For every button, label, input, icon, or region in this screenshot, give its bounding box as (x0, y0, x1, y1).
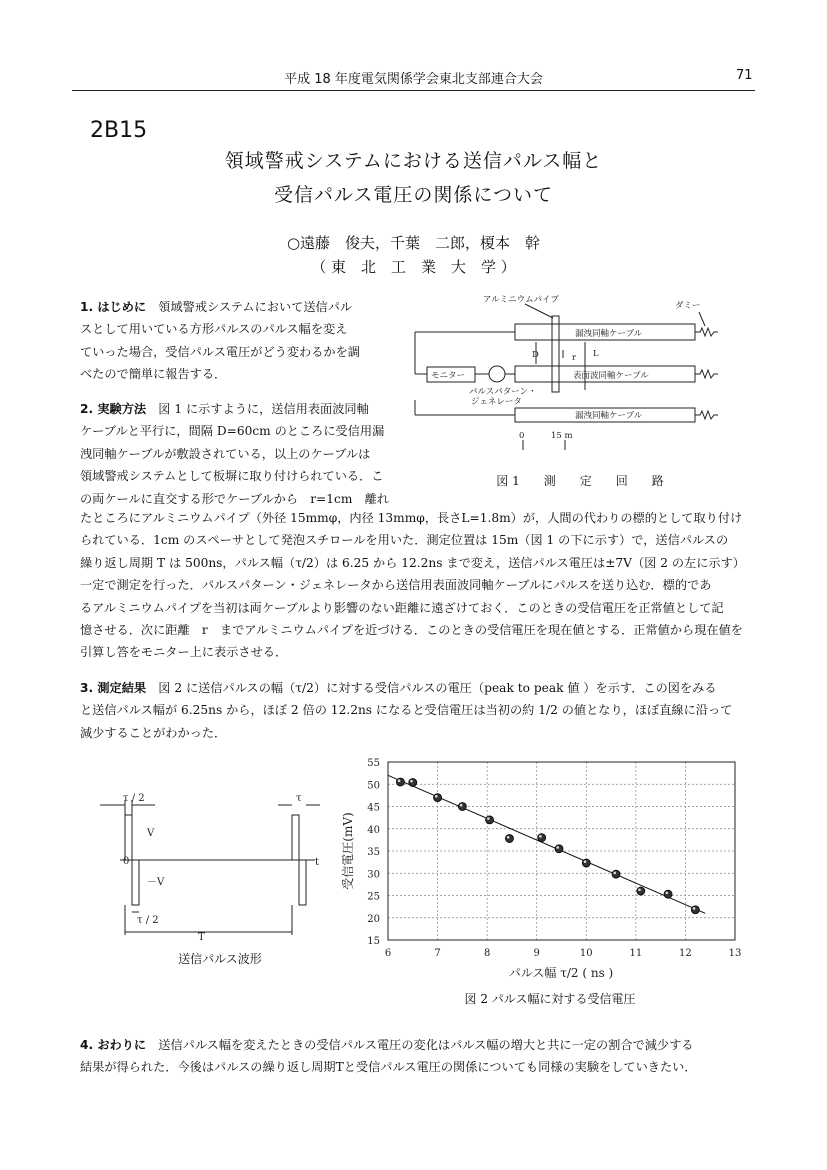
paper-code: 2B15 (90, 118, 148, 143)
text-line: られている．1cm のスペーサとして発泡スチロールを用いた．測定位置は 15m（図 1 の下に示す）で，送信パルスの (80, 533, 729, 548)
data-point-highlight (398, 779, 401, 782)
affiliation: （ 東 北 工 業 大 学 ） (311, 258, 516, 276)
conference-name: 平成 18 年度電気関係学会東北支部連合大会 (284, 72, 543, 87)
section-4 (80, 1034, 750, 1079)
fig2-caption: 図 2 パルス幅に対する受信電圧 (464, 992, 636, 1006)
pulse-generator-symbol (489, 366, 505, 382)
data-point (664, 890, 672, 898)
section-4-heading: 4. おわりに (80, 1038, 147, 1052)
text-line: スとして用いている方形パルスのパルス幅を変え (80, 322, 348, 337)
data-point-highlight (638, 888, 641, 891)
text-line: 減少することがわかった． (80, 725, 227, 740)
x-tick-label: 6 (384, 948, 392, 959)
data-point-highlight (410, 780, 413, 783)
label-minus-V: －V (147, 877, 165, 888)
y-tick-label: 25 (367, 891, 380, 903)
label-generator-line2: ジェネレータ (471, 397, 522, 407)
label-tau: τ (296, 793, 302, 804)
x-tick-label: 12 (679, 948, 692, 959)
section-3 (80, 677, 750, 744)
page-number: 71 (736, 68, 753, 83)
paper-title-line2: 受信パルス電圧の関係について (273, 184, 554, 206)
data-point-highlight (665, 892, 668, 895)
data-point-highlight (556, 846, 559, 849)
data-point (612, 870, 620, 878)
pulse-waveform-diagram (95, 790, 345, 950)
label-V: V (147, 828, 155, 839)
text-line: たところにアルミニウムパイプ（外径 15mmφ，内径 13mmφ，長さL=1.8m）が，人間の代わりの標的として取り付け (80, 511, 743, 525)
text-line: 憶させる．次に距離 r までアルミニウムパイプを近づける．このときの受信電圧を現在値とする．正常値から現在値を (80, 623, 743, 638)
label-scale-0: 0 (519, 431, 525, 441)
y-tick-label: 50 (367, 780, 380, 792)
text-line: ていった場合，受信パルス電圧がどう変わるかを調 (80, 344, 360, 359)
waveform-caption: 送信パルス波形 (178, 952, 262, 966)
data-point-highlight (507, 836, 510, 839)
text-line: 繰り返し周期 T は 500ns，パルス幅（τ/2）は 6.25 から 12.2ns まで変え，送信パルス電圧は±7V（図 2 の左に示す） (80, 555, 745, 570)
x-axis-label: パルス幅 τ/2 ( ns ) (508, 966, 614, 980)
authors: ○遠藤 俊夫，千葉 二郎，榎本 幹 (286, 234, 541, 252)
y-tick-label: 20 (367, 913, 380, 925)
x-tick-label: 7 (434, 948, 441, 959)
label-zero: 0 (123, 856, 130, 867)
data-point (637, 887, 645, 895)
label-D: D (532, 350, 539, 360)
text-line: 洩同軸ケーブルが敷設されている，以上のケーブルは (80, 446, 371, 461)
measurement-circuit-diagram (405, 290, 755, 495)
label-T: T (198, 932, 205, 943)
section-1 (80, 296, 400, 386)
text-line: 領域警戒システムにおいて送信パル (146, 300, 353, 314)
data-point (691, 906, 699, 914)
data-point (505, 835, 513, 843)
label-leaky-cable-bottom: 漏洩同軸ケーブル (575, 411, 643, 421)
data-point-highlight (460, 804, 463, 807)
label-tau-half-top: τ / 2 (123, 793, 145, 804)
y-tick-label: 30 (367, 869, 380, 881)
x-tick-label: 9 (533, 948, 540, 959)
text-line: の両ケールに直交する形でケーブルから r=1cm 離れ (80, 491, 389, 506)
text-line: べたので簡単に報告する． (80, 367, 227, 382)
voltage-vs-pulse-width-chart (340, 755, 760, 985)
text-line: 領域警戒システムとして板塀に取り付けられている．こ (80, 469, 384, 484)
y-axis-label: 受信電圧(mV) (341, 812, 355, 890)
data-point-highlight (539, 835, 542, 838)
label-dummy: ダミー (675, 301, 701, 311)
data-point-highlight (613, 872, 616, 875)
aluminum-pipe (552, 316, 559, 392)
data-point (396, 778, 404, 786)
y-tick-label: 45 (367, 802, 380, 814)
text-line: 図 2 に送信パルスの幅（τ/2）に対する受信パルスの電圧（peak to peak 値 ）を示す．この図をみる (146, 681, 717, 695)
data-point (409, 778, 417, 786)
negative-pulse-next (299, 860, 306, 905)
section-1-heading: 1. はじめに (80, 300, 147, 314)
label-generator-line1: パルスパターン・ (469, 387, 537, 397)
label-tau-half-bottom: τ / 2 (137, 915, 159, 926)
y-tick-label: 40 (367, 824, 380, 836)
section-2-heading: 2. 実験方法 (80, 402, 147, 416)
label-surface-wave-cable: 表面波同軸ケーブル (573, 371, 649, 381)
data-point-highlight (693, 907, 696, 910)
data-point-highlight (584, 860, 587, 863)
label-L: L (593, 349, 599, 359)
x-tick-label: 8 (483, 948, 491, 959)
text-line: るアルミニウムパイプを当初は両ケーブルより影響のない距離に遠ざけておく．このときの受信電圧を正常値として記 (80, 600, 724, 615)
data-point (458, 803, 466, 811)
data-point-highlight (487, 817, 490, 820)
label-scale-15m: 15 m (551, 431, 573, 441)
data-point-highlight (435, 795, 438, 798)
text-line: 結果が得られた．今後はパルスの繰り返し周期Tと受信パルス電圧の関係についても同様の実験をしていきたい． (80, 1060, 697, 1075)
text-line: 一定で測定を行った．パルスパターン・ジェネレータから送信用表面波同軸ケーブルにパルスを送り込む．標的であ (80, 578, 712, 593)
label-aluminum-pipe: アルミニウムパイプ (483, 295, 559, 305)
x-tick-label: 10 (579, 948, 593, 959)
fig1-caption: 図 1 測 定 回 路 (496, 474, 664, 488)
data-point (555, 845, 563, 853)
positive-pulse-next (292, 815, 299, 860)
data-point (582, 859, 590, 867)
data-point (538, 834, 546, 842)
section-2-continued (80, 507, 750, 664)
negative-pulse (132, 860, 139, 905)
data-point (434, 794, 442, 802)
x-tick-label: 13 (728, 948, 742, 959)
section-2 (80, 398, 400, 510)
x-tick-label: 11 (629, 948, 643, 959)
y-tick-label: 35 (367, 847, 380, 858)
label-r: r (572, 353, 577, 363)
text-line: と送信パルス幅が 6.25ns から，ほぼ 2 倍の 12.2ns になると受信電圧は当初の約 1/2 の値となり，ほぼ直線に沿って (80, 703, 733, 718)
text-line: 引算し答をモニター上に表示させる． (80, 645, 288, 660)
text-line: 図 1 に示すように，送信用表面波同軸 (146, 402, 369, 416)
label-leaky-cable-top: 漏洩同軸ケーブル (575, 329, 643, 339)
paper-title-line1: 領域警戒システムにおける送信パルス幅と (224, 150, 603, 172)
data-point (486, 816, 494, 824)
y-tick-label: 15 (367, 936, 380, 947)
label-monitor: モニター (431, 371, 466, 381)
label-t: t (315, 857, 320, 868)
header-rule (72, 90, 755, 91)
y-tick-label: 55 (367, 758, 380, 769)
positive-pulse (125, 815, 132, 860)
text-line: 送信パルス幅を変えたときの受信パルス電圧の変化はパルス幅の増大と共に一定の割合で減少する (146, 1038, 694, 1052)
text-line: ケーブルと平行に，間隔 D=60cm のところに受信用漏 (80, 424, 385, 439)
section-3-heading: 3. 測定結果 (80, 681, 147, 695)
